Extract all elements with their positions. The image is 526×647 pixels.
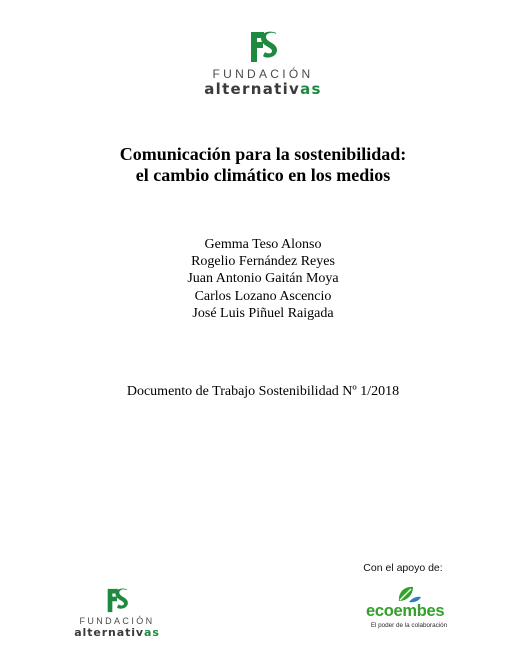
logo-text-fundacion: FUNDACIÓN xyxy=(79,616,155,626)
author-name: Juan Antonio Gaitán Moya xyxy=(187,271,339,287)
logo-text-fundacion: FUNDACIÓN xyxy=(212,67,314,81)
title-line-2: el cambio climático en los medios xyxy=(135,165,391,185)
document-series-line: Documento de Trabajo Sostenibilidad Nº 1/2018 xyxy=(126,384,400,399)
ecoembes-logo xyxy=(358,584,460,632)
author-name: Rogelio Fernández Reyes xyxy=(191,254,335,270)
logo-text-as: as xyxy=(300,80,322,98)
fundacion-alternativas-mark-icon xyxy=(103,587,131,614)
logo-text-alternativas xyxy=(0,81,526,98)
document-title xyxy=(0,144,526,186)
fundacion-alternativas-logo-footer xyxy=(68,587,166,639)
author-name: Carlos Lozano Ascencio xyxy=(194,288,332,304)
title-line-1: Comunicación para la sostenibilidad: xyxy=(119,144,407,164)
logo-text-alternativas xyxy=(68,626,166,639)
leaf-recycle-icon xyxy=(396,584,422,604)
ecoembes-tagline: El poder de la colaboración xyxy=(370,622,448,629)
support-label: Con el apoyo de: xyxy=(363,562,443,574)
fundacion-alternativas-mark-icon xyxy=(245,30,281,64)
fundacion-alternativas-logo xyxy=(0,30,526,98)
author-name: Gemma Teso Alonso xyxy=(204,237,322,252)
ecoembes-wordmark: ecoembes xyxy=(366,602,445,620)
author-name: José Luis Piñuel Raigada xyxy=(192,305,334,321)
logo-text-as: as xyxy=(144,626,160,639)
logo-text-alternativ: alternativ xyxy=(204,80,301,98)
logo-text-alternativ: alternativ xyxy=(74,626,144,639)
author-list xyxy=(0,236,526,322)
